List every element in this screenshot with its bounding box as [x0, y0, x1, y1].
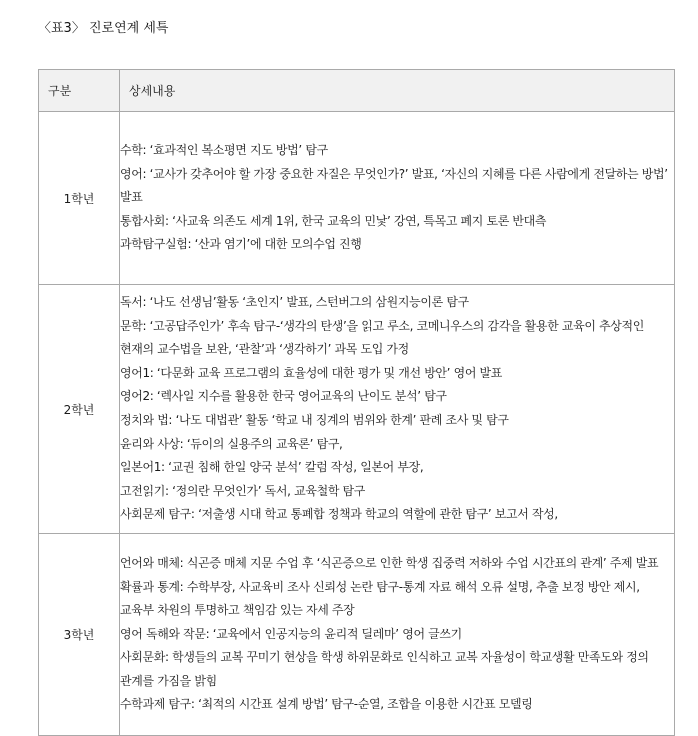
- detail-line: 수학: ‘효과적인 복소평면 지도 방법’ 탐구: [120, 143, 328, 158]
- detail-line: 윤리와 사상: ‘듀이의 실용주의 교육론’ 탐구,: [120, 436, 343, 451]
- detail-line: 과학탐구실험: ‘산과 염기’에 대한 모의수업 진행: [120, 237, 362, 252]
- table-row-grade-2: [39, 285, 675, 534]
- detail-line: 일본어1: ‘교권 침해 한일 양국 분석’ 칼럼 작성, 일본어 부장,: [120, 460, 424, 475]
- detail-line: 확률과 통계: 수학부장, 사교육비 조사 신뢰성 논란 탐구-통계 자료 해석 오류 설명, 추출 보정 방안 제시, 교육부 차원의 투명하고 책임감 있는 자세 주장: [120, 579, 640, 618]
- detail-cell: [120, 534, 675, 736]
- detail-line: 수학과제 탐구: ‘최적의 시간표 설계 방법’ 탐구-순열, 조합을 이용한 시간표 모델링: [120, 697, 533, 712]
- detail-line: 영어: ‘교사가 갖추어야 할 가장 중요한 자질은 무엇인가?’ 발표, ‘자신의 지혜를 다른 사람에게 전달하는 방법’ 발표: [120, 166, 668, 205]
- header-detail: [120, 70, 675, 112]
- career-linkage-table: [38, 69, 675, 736]
- table-row-grade-3: [39, 534, 675, 736]
- detail-line: 독서: ‘나도 선생님’활동 ‘초인지’ 발표, 스턴버그의 삼원지능이론 탐구: [120, 295, 469, 310]
- table-row-grade-1: [39, 112, 675, 285]
- detail-line: 영어 독해와 작문: ‘교육에서 인공지능의 윤리적 딜레마’ 영어 글쓰기: [120, 626, 462, 641]
- detail-cell: [120, 285, 675, 534]
- detail-line: 문학: ‘고공답주인가’ 후속 탐구-‘생각의 탄생’을 읽고 루소, 코메니우스의 감각을 활용한 교육이 추상적인 현재의 교수법을 보완, ‘관찰’과 ‘생각하기’ 과목 도입 가정: [120, 318, 645, 357]
- grade-cell: 1학년: [39, 112, 120, 285]
- header-grade: [39, 70, 120, 112]
- detail-line: 사회문화: 학생들의 교복 꾸미기 현상을 학생 하위문화로 인식하고 교복 자율성이 학교생활 만족도와 정의 관계를 가짐을 밝힘: [120, 650, 649, 688]
- header-grade-label: 구분: [48, 84, 72, 98]
- detail-line: 정치와 법: ‘나도 대법관’ 활동 ‘학교 내 징계의 범위와 한계’ 판례 조사 및 탐구: [120, 413, 509, 427]
- detail-line: 영어2: ‘렉사일 지수를 활용한 한국 영어교육의 난이도 분석’ 탐구: [120, 389, 447, 404]
- grade-cell: 2학년: [39, 285, 120, 534]
- table-caption: 〈표3〉 진로연계 세특: [38, 21, 169, 36]
- detail-line: 고전읽기: ‘정의란 무엇인가’ 독서, 교육철학 탐구: [120, 483, 366, 498]
- table-header-row: [39, 70, 675, 112]
- detail-cell: [120, 112, 675, 285]
- detail-line: 영어1: ‘다문화 교육 프로그램의 효율성에 대한 평가 및 개선 방안’ 영어 발표: [120, 365, 503, 380]
- detail-line: 언어와 매체: 식곤증 매체 지문 수업 후 ‘식곤증으로 인한 학생 집중력 저하와 수업 시간표의 관계’ 주제 발표: [120, 555, 659, 570]
- detail-line: 사회문제 탐구: ‘저출생 시대 학교 통폐합 정책과 학교의 역할에 관한 탐구’ 보고서 작성,: [120, 507, 558, 522]
- detail-line: 통합사회: ‘사교육 의존도 세계 1위, 한국 교육의 민낯’ 강연, 특목고 폐지 토론 반대측: [120, 213, 547, 228]
- header-detail-label: 상세내용: [129, 84, 176, 98]
- grade-cell: 3학년: [39, 534, 120, 736]
